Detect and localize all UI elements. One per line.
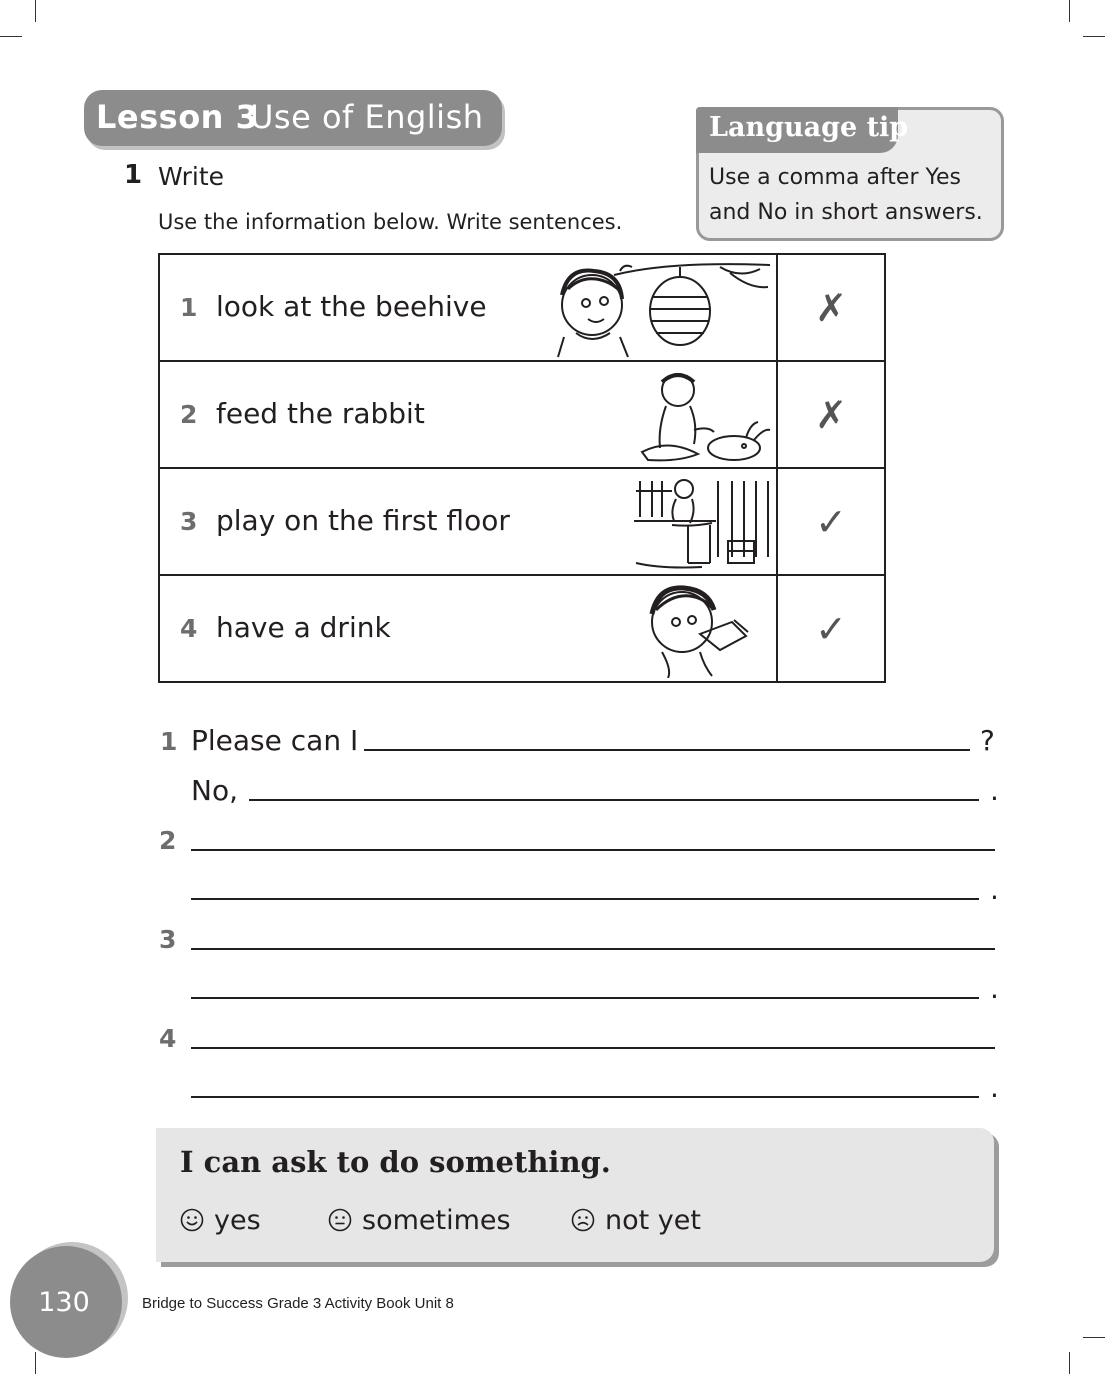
row-number: 2 (180, 400, 198, 429)
status-mark: ✓ (777, 468, 885, 575)
answer-no: No, (191, 774, 238, 807)
answer-line[interactable] (191, 997, 979, 999)
lesson-label: Lesson 3 (96, 98, 259, 136)
answer-line[interactable] (364, 749, 970, 751)
table-row (159, 575, 885, 682)
exercise-title: Write (158, 162, 225, 191)
answer-prompt: Please can I (191, 724, 359, 757)
crop-mark (0, 36, 22, 37)
option-label: sometimes (362, 1205, 511, 1236)
info-table (158, 253, 886, 683)
answer-line[interactable] (191, 1047, 995, 1049)
status-mark: ✗ (777, 361, 885, 468)
self-assessment-title: I can ask to do something. (180, 1145, 611, 1179)
activity-cell (159, 468, 777, 575)
option-label: not yet (605, 1205, 701, 1236)
page-number: 130 (38, 1287, 90, 1318)
answer-line[interactable] (249, 799, 979, 801)
crop-mark (1069, 0, 1070, 22)
footer-series: Bridge to Success (142, 1295, 263, 1312)
activity-text: feed the rabbit (216, 397, 425, 430)
option-not-yet[interactable] (571, 1205, 701, 1236)
boy-beehive-illustration (550, 259, 772, 359)
language-tip-body: Use a comma after Yes and No in short answers. (709, 165, 983, 225)
full-stop: . (990, 972, 999, 1005)
neutral-face-icon (328, 1208, 352, 1232)
crop-mark (1069, 1352, 1070, 1374)
full-stop: . (990, 1071, 999, 1104)
exercise-instruction: Use the information below. Write sentences. (158, 210, 623, 234)
exercise-number: 1 (124, 160, 143, 190)
option-label: yes (214, 1205, 261, 1236)
answer-number: 1 (160, 727, 178, 756)
table-row (159, 468, 885, 575)
table-row (159, 254, 885, 361)
answer-number: 4 (159, 1024, 177, 1053)
row-number: 3 (180, 507, 198, 536)
boy-drinking-illustration (642, 580, 752, 678)
activity-cell (159, 575, 777, 682)
crop-mark (1083, 36, 1105, 37)
full-stop: . (990, 873, 999, 906)
activity-cell (159, 361, 777, 468)
answer-number: 3 (159, 925, 177, 954)
answer-line[interactable] (191, 948, 995, 950)
lesson-banner (84, 90, 502, 146)
row-number: 1 (180, 293, 198, 322)
answer-number: 2 (159, 826, 177, 855)
answer-line[interactable] (191, 849, 995, 851)
answer-line[interactable] (191, 1096, 979, 1098)
option-yes[interactable] (180, 1205, 261, 1236)
footer-book: Grade 3 Activity Book Unit 8 (267, 1295, 454, 1312)
question-mark: ? (980, 724, 995, 757)
activity-text: have a drink (216, 611, 391, 644)
smile-face-icon (180, 1208, 204, 1232)
status-mark: ✗ (777, 254, 885, 361)
status-mark: ✓ (777, 575, 885, 682)
activity-text: look at the beehive (216, 290, 487, 323)
full-stop: . (990, 774, 999, 807)
boy-rabbit-illustration (638, 368, 772, 464)
activity-text: play on the first floor (216, 504, 510, 537)
crop-mark (35, 1352, 36, 1374)
table-row (159, 361, 885, 468)
sad-face-icon (571, 1208, 595, 1232)
crop-mark (1083, 1337, 1105, 1338)
activity-cell (159, 254, 777, 361)
answer-line[interactable] (191, 898, 979, 900)
row-number: 4 (180, 614, 198, 643)
language-tip-title: Language tip (709, 112, 909, 143)
boy-stairs-illustration (632, 477, 774, 571)
crop-mark (35, 0, 36, 22)
option-sometimes[interactable] (328, 1205, 511, 1236)
footer-text (142, 1295, 454, 1312)
lesson-title: Use of English (250, 98, 484, 136)
